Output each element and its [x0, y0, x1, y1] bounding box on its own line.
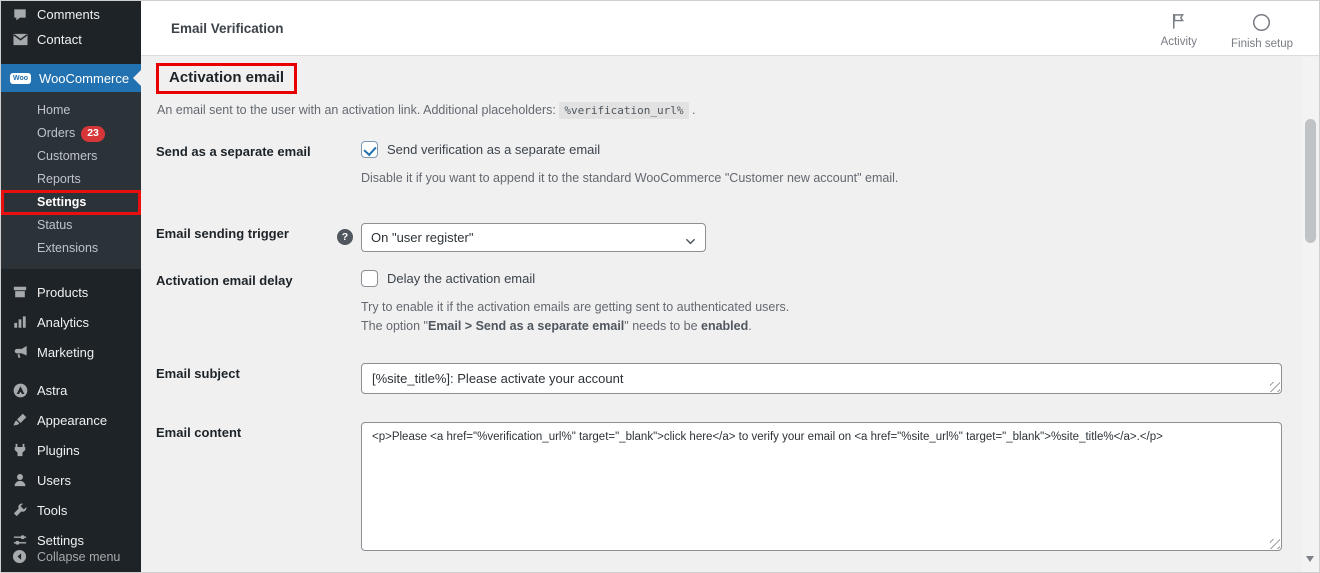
scroll-down-arrow-icon[interactable] [1306, 556, 1314, 566]
sidebar-item-comments[interactable] [1, 2, 141, 27]
field-description: Disable it if you want to append it to the standard WooCommerce "Customer new account" email. [361, 171, 899, 185]
separate-email-checkbox-row[interactable] [361, 141, 1282, 158]
sidebar-item-label: Astra [37, 382, 68, 398]
form-row-delay [156, 270, 1282, 336]
sidebar-item-woocommerce[interactable] [1, 64, 141, 92]
section-description: An email sent to the user with an activation link. Additional placeholders: %verification_url% . [157, 103, 696, 117]
woocommerce-logo-icon: Woo [10, 73, 31, 84]
progress-circle-icon [1252, 13, 1271, 35]
form-row-trigger [156, 223, 1282, 252]
sidebar-item-contact[interactable] [1, 27, 141, 52]
sidebar-item-label: Marketing [37, 344, 95, 360]
form-row-content [156, 422, 1282, 551]
admin-sidebar [1, 1, 141, 572]
sidebar-item-label: Contact [37, 32, 82, 47]
envelope-icon [12, 32, 28, 48]
collapse-menu-label: Collapse menu [37, 550, 121, 564]
finish-setup-button[interactable] [1231, 13, 1293, 50]
sidebar-item-label: Users [37, 472, 71, 488]
selected-option: On "user register" [371, 229, 474, 245]
checkbox-label[interactable]: Send verification as a separate email [387, 142, 601, 157]
checkbox-checked-icon[interactable] [361, 141, 378, 158]
settings-content [141, 56, 1302, 551]
activity-label: Activity [1160, 35, 1197, 48]
sidebar-item-astra[interactable] [1, 375, 141, 405]
sidebar-item-plugins[interactable] [1, 435, 141, 465]
person-icon [12, 472, 28, 488]
page-title: Email Verification [171, 20, 284, 36]
form-row-separate-email [156, 141, 1282, 188]
main-area [141, 1, 1319, 572]
finish-setup-label: Finish setup [1230, 37, 1293, 50]
paintbrush-icon [12, 412, 28, 428]
sidebar-item-analytics[interactable] [1, 307, 141, 337]
submenu-item-extensions[interactable]: Extensions [37, 241, 99, 255]
field-label: Email sending trigger [156, 225, 289, 241]
field-description: Try to enable it if the activation emails are getting sent to authenticated users. The option "Email > Send as a separate email" needs to be enabled. [361, 299, 790, 333]
sidebar-item-label: Tools [37, 502, 68, 518]
sidebar-item-products[interactable] [1, 277, 141, 307]
placeholder-code-chip: %verification_url% [559, 102, 688, 119]
delay-checkbox-row[interactable] [361, 270, 1282, 287]
submenu-item-customers[interactable]: Customers [37, 149, 98, 163]
sidebar-item-appearance[interactable] [1, 405, 141, 435]
email-subject-input[interactable] [361, 363, 1282, 394]
sidebar-item-label: WooCommerce [39, 70, 130, 86]
checkbox-unchecked-icon[interactable] [361, 270, 378, 287]
orders-count-badge: 23 [81, 126, 105, 142]
megaphone-icon [12, 344, 28, 360]
trigger-select[interactable] [361, 223, 706, 252]
sidebar-item-label: Appearance [37, 412, 108, 428]
field-label: Send as a separate email [156, 144, 311, 159]
annotation-red-box [156, 63, 297, 94]
field-label: Activation email delay [156, 272, 293, 288]
wrench-icon [12, 502, 28, 518]
submenu-item-reports[interactable]: Reports [37, 172, 81, 186]
submenu-item-settings[interactable]: Settings [1, 190, 141, 215]
section-title: Activation email [169, 69, 285, 86]
field-label: Email content [156, 425, 242, 441]
activity-button[interactable] [1161, 13, 1197, 48]
bar-chart-icon [12, 314, 28, 330]
vertical-scrollbar[interactable] [1302, 57, 1319, 572]
help-icon[interactable]: ? [337, 229, 353, 245]
email-content-input[interactable] [361, 422, 1282, 551]
scrollbar-thumb[interactable] [1305, 119, 1316, 243]
sidebar-item-label: Analytics [37, 314, 90, 330]
flag-icon [1170, 13, 1187, 33]
collapse-arrow-icon [12, 549, 28, 565]
sidebar-item-label: Settings [37, 532, 84, 548]
box-icon [12, 284, 28, 300]
sidebar-item-tools[interactable] [1, 495, 141, 525]
sidebar-item-label: Comments [37, 7, 100, 22]
submenu-item-home[interactable]: Home [37, 103, 71, 117]
submenu-item-orders[interactable]: Orders 23 [1, 122, 141, 145]
field-label: Email subject [156, 366, 240, 382]
collapse-menu-button[interactable] [1, 545, 141, 569]
page-header [141, 1, 1319, 56]
submenu-item-status[interactable]: Status [37, 218, 73, 232]
sidebar-item-users[interactable] [1, 465, 141, 495]
comment-icon [12, 7, 28, 23]
woocommerce-submenu [1, 92, 141, 269]
sidebar-item-marketing[interactable] [1, 337, 141, 367]
sidebar-item-label: Plugins [37, 442, 80, 458]
form-row-subject [156, 363, 1282, 394]
checkbox-label[interactable]: Delay the activation email [387, 270, 536, 286]
astra-logo-icon [12, 382, 28, 398]
plugin-icon [12, 442, 28, 458]
current-menu-arrow [133, 70, 141, 86]
chevron-down-icon [685, 235, 694, 244]
sidebar-item-label: Products [37, 284, 89, 300]
